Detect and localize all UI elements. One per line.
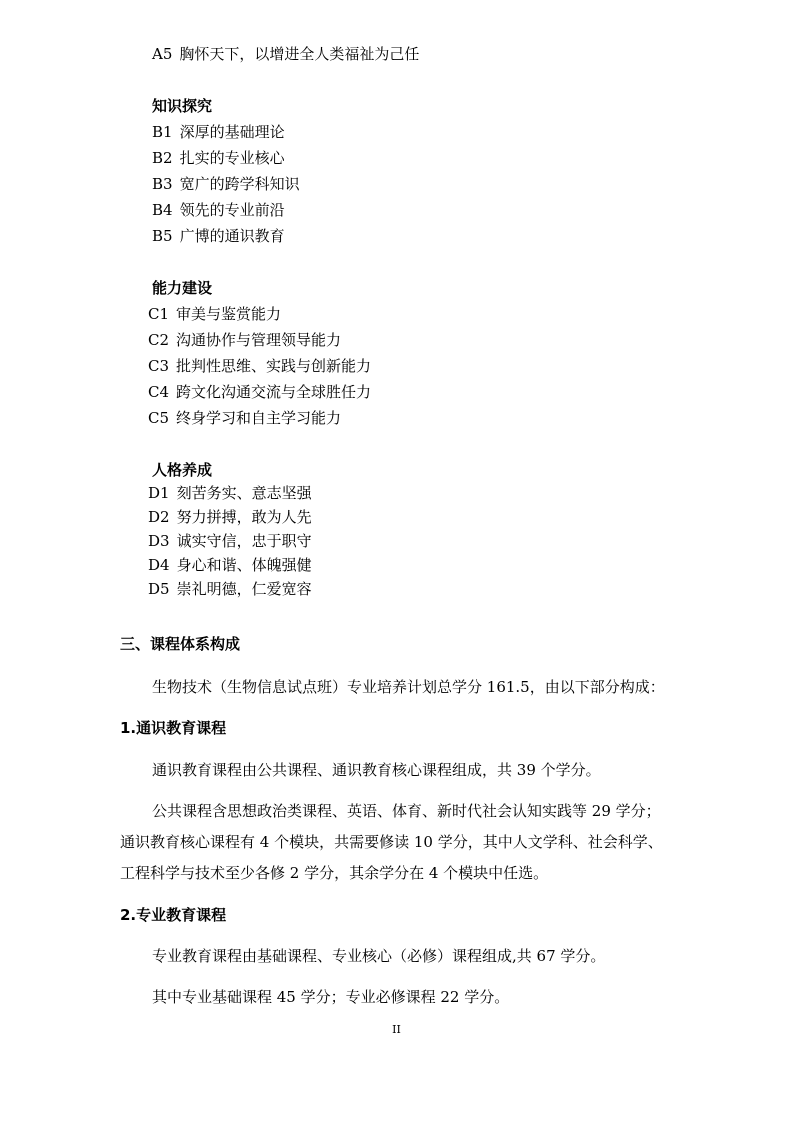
item-code: B4 <box>152 201 173 219</box>
item-code: D5 <box>148 580 170 598</box>
item-code: B1 <box>152 123 173 141</box>
item-text: 刻苦务实、意志坚强 <box>176 484 312 502</box>
page-number: II <box>392 1023 401 1036</box>
subsection-2-title: 2.专业教育课程 <box>120 906 227 924</box>
item-code: B2 <box>152 149 173 167</box>
item-text: 胸怀天下，以增进全人类福祉为己任 <box>179 45 420 63</box>
list-item-b1 <box>152 122 285 142</box>
subsection-2-paragraph-2: 其中专业基础课程 45 学分；专业必修课程 22 学分。 <box>152 988 510 1006</box>
item-text: 终身学习和自主学习能力 <box>176 409 342 427</box>
item-code: B5 <box>152 227 173 245</box>
item-code: C4 <box>148 383 170 401</box>
list-item-c5 <box>148 408 341 428</box>
list-item-c3 <box>148 356 371 376</box>
subsection-2-paragraph-1: 专业教育课程由基础课程、专业核心（必修）课程组成,共 67 学分。 <box>152 947 606 965</box>
group-c-title: 能力建设 <box>152 279 213 297</box>
section-3-title: 三、课程体系构成 <box>120 635 241 653</box>
list-item-c2 <box>148 330 341 350</box>
list-item-d1 <box>148 483 312 503</box>
item-text: 宽广的跨学科知识 <box>179 175 300 193</box>
section-3-intro: 生物技术（生物信息试点班）专业培养计划总学分 161.5，由以下部分构成： <box>152 678 665 696</box>
list-item-d4 <box>148 555 312 575</box>
list-item-b3 <box>152 174 300 194</box>
item-text: 努力拼搏，敢为人先 <box>176 508 312 526</box>
item-code: C1 <box>148 305 170 323</box>
item-text: 广博的通识教育 <box>179 227 285 245</box>
list-item-d5 <box>148 579 312 599</box>
list-item-c4 <box>148 382 371 402</box>
subsection-1-paragraph-2-line-1: 公共课程含思想政治类课程、英语、体育、新时代社会认知实践等 29 学分； <box>152 802 661 820</box>
item-code: D1 <box>148 484 170 502</box>
subsection-1-paragraph-1: 通识教育课程由公共课程、通识教育核心课程组成，共 39 个学分。 <box>152 761 601 779</box>
item-code: D2 <box>148 508 170 526</box>
item-text: 审美与鉴赏能力 <box>176 305 282 323</box>
list-item-b4 <box>152 200 285 220</box>
item-text: 跨文化沟通交流与全球胜任力 <box>176 383 372 401</box>
list-item-b5 <box>152 226 285 246</box>
item-code: A5 <box>152 45 173 63</box>
item-text: 扎实的专业核心 <box>179 149 285 167</box>
item-text: 诚实守信，忠于职守 <box>176 532 312 550</box>
item-text: 领先的专业前沿 <box>179 201 285 219</box>
list-item-d2 <box>148 507 312 527</box>
subsection-1-title: 1.通识教育课程 <box>120 719 227 737</box>
item-text: 崇礼明德，仁爱宽容 <box>176 580 312 598</box>
item-code: B3 <box>152 175 173 193</box>
item-code: C5 <box>148 409 170 427</box>
list-item-a5 <box>152 44 419 64</box>
item-code: D3 <box>148 532 170 550</box>
list-item-b2 <box>152 148 285 168</box>
list-item-c1 <box>148 304 281 324</box>
item-code: C3 <box>148 357 170 375</box>
subsection-1-paragraph-2-line-2: 通识教育核心课程有 4 个模块，共需要修读 10 学分，其中人文学科、社会科学、 <box>120 833 663 851</box>
item-text: 身心和谐、体魄强健 <box>176 556 312 574</box>
item-text: 沟通协作与管理领导能力 <box>176 331 342 349</box>
group-d-title: 人格养成 <box>152 461 213 479</box>
group-b-title: 知识探究 <box>152 97 213 115</box>
item-code: C2 <box>148 331 170 349</box>
item-text: 深厚的基础理论 <box>179 123 285 141</box>
item-text: 批判性思维、实践与创新能力 <box>176 357 372 375</box>
subsection-1-paragraph-2-line-3: 工程科学与技术至少各修 2 学分，其余学分在 4 个模块中任选。 <box>120 864 549 882</box>
list-item-d3 <box>148 531 312 551</box>
item-code: D4 <box>148 556 170 574</box>
